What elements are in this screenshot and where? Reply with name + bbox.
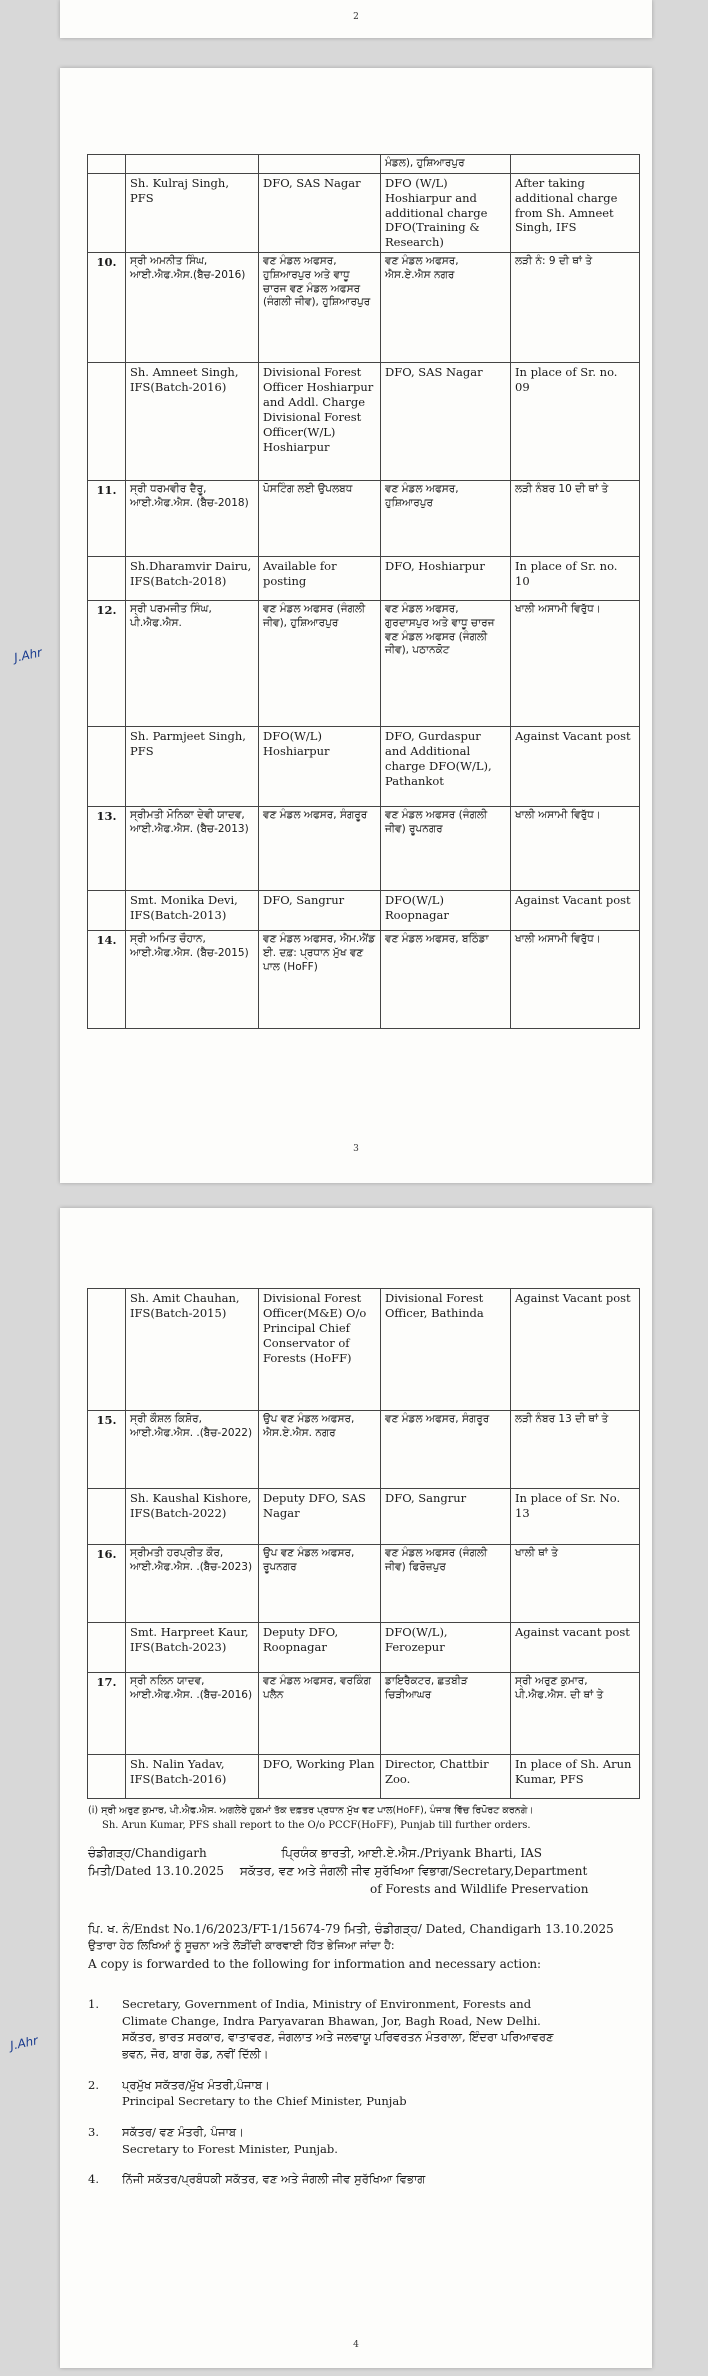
serial-number-cell: 16. <box>88 1545 126 1623</box>
signature-block <box>88 1844 632 1898</box>
table-cell: Against Vacant post <box>511 891 640 931</box>
table-cell: After taking additional charge from Sh. Amneet Singh, IFS <box>511 173 640 253</box>
table-row <box>88 1755 640 1799</box>
list-item-line: Secretary to Forest Minister, Punjab. <box>122 2141 338 2156</box>
list-item-line: ਭਵਨ, ਜੋਰ, ਬਾਗ ਰੋਡ, ਨਵੀਂ ਦਿੱਲੀ। <box>122 2047 269 2062</box>
serial-number-cell: 14. <box>88 931 126 1029</box>
table-cell: ਵਣ ਮੰਡਲ ਅਫਸਰ, ਵਰਕਿੰਗ ਪਲੈਨ <box>259 1673 381 1755</box>
table-cell: ਵਣ ਮੰਡਲ ਅਫਸਰ (ਜੰਗਲੀ ਜੀਵ) ਰੂਪਨਗਰ <box>381 807 511 891</box>
table-cell: ਵਣ ਮੰਡਲ ਅਫਸਰ, ਐਮ.ਐਂਡ ਈ. ਦਫ਼: ਪ੍ਰਧਾਨ ਮੁੱਖ ਵਣ ਪਾਲ (HoFF) <box>259 931 381 1029</box>
table-cell: ਸ੍ਰੀ ਅਮਨੀਤ ਸਿੰਘ, ਆਈ.ਐਫ.ਐਸ.(ਬੈਚ-2016) <box>126 253 259 363</box>
serial-number-cell <box>88 727 126 807</box>
table-cell: Smt. Harpreet Kaur, IFS(Batch-2023) <box>126 1623 259 1673</box>
table-cell: ਲੜੀ ਨੰਬਰ 13 ਦੀ ਥਾਂ ਤੇ <box>511 1411 640 1489</box>
table-row <box>88 931 640 1029</box>
signatory-designation-cont: of Forests and Wildlife Preservation <box>370 1882 589 1896</box>
table-cell: ਸ੍ਰੀਮਤੀ ਹਰਪ੍ਰੀਤ ਕੌਰ, ਆਈ.ਐਫ.ਐਸ. .(ਬੈਚ-2023) <box>126 1545 259 1623</box>
table-cell: ਉਪ ਵਣ ਮੰਡਲ ਅਫਸਰ, ਰੂਪਨਗਰ <box>259 1545 381 1623</box>
table-cell: DFO, Working Plan <box>259 1755 381 1799</box>
table-row <box>88 1289 640 1411</box>
serial-number-cell <box>88 1489 126 1545</box>
table-cell: ਖਾਲੀ ਅਸਾਮੀ ਵਿਰੁੱਧ। <box>511 601 640 727</box>
serial-number-cell: 15. <box>88 1411 126 1489</box>
table-row <box>88 1673 640 1755</box>
page-3 <box>12 68 652 1183</box>
table-cell: In place of Sr. no. 10 <box>511 557 640 601</box>
serial-number-cell <box>88 1289 126 1411</box>
table-cell: Divisional Forest Officer Hoshiarpur and Addl. Charge Divisional Forest Officer(W/L) Hoshiarpur <box>259 363 381 481</box>
table-row <box>88 807 640 891</box>
serial-number-cell <box>88 1623 126 1673</box>
table-cell: ਵਣ ਮੰਡਲ ਅਫਸਰ, ਹੁਸ਼ਿਆਰਪੁਰ ਅਤੇ ਵਾਧੂ ਚਾਰਜ ਵਣ ਮੰਡਲ ਅਫਸਰ (ਜੰਗਲੀ ਜੀਵ), ਹੁਸ਼ਿਆਰਪੁਰ <box>259 253 381 363</box>
signatory-name: ਪ੍ਰਿਯੰਕ ਭਾਰਤੀ, ਆਈ.ਏ.ਐਸ./Priyank Bharti, IAS <box>281 1846 542 1860</box>
table-cell: ਸ੍ਰੀ ਧਰਮਵੀਰ ਦੈਰੂ, ਆਈ.ਐਫ.ਐਸ. (ਬੈਚ-2018) <box>126 481 259 557</box>
table-cell: Sh. Kaushal Kishore, IFS(Batch-2022) <box>126 1489 259 1545</box>
page-2-fragment <box>60 0 652 38</box>
table-cell: Sh. Amneet Singh, IFS(Batch-2016) <box>126 363 259 481</box>
signature-date: ਮਿਤੀ/Dated 13.10.2025 <box>88 1864 224 1878</box>
table-cell: DFO (W/L) Hoshiarpur and additional charge DFO(Training & Research) <box>381 173 511 253</box>
serial-number-cell <box>88 173 126 253</box>
page-number-3: 3 <box>353 1144 359 1154</box>
list-item-line: ਨਿੱਜੀ ਸਕੱਤਰ/ਪ੍ਰਬੰਧਕੀ ਸਕੱਤਰ, ਵਣ ਅਤੇ ਜੰਗਲੀ ਜੀਵ ਸੁਰੱਖਿਆ ਵਿਭਾਗ <box>122 2172 426 2187</box>
table-cell <box>126 155 259 174</box>
table-row <box>88 727 640 807</box>
table-cell: Sh. Parmjeet Singh, PFS <box>126 727 259 807</box>
table-row <box>88 1623 640 1673</box>
table-cell: ਵਣ ਮੰਡਲ ਅਫਸਰ, ਹੁਸ਼ਿਆਰਪੁਰ <box>381 481 511 557</box>
table-cell: Available for posting <box>259 557 381 601</box>
table-cell: ਪੋਸਟਿੰਗ ਲਈ ਉਪਲਬਧ <box>259 481 381 557</box>
table-cell: DFO(W/L), Ferozepur <box>381 1623 511 1673</box>
handwritten-initials-2: J.Ahr <box>8 2033 40 2053</box>
endorsement-pa: ਉਤਾਰਾ ਹੇਠ ਲਿਖਿਆਂ ਨੂੰ ਸੂਚਨਾ ਅਤੇ ਲੋੜੀਂਦੀ ਕਾਰਵਾਈ ਹਿੱਤ ਭੇਜਿਆ ਜਾਂਦਾ ਹੈ: <box>88 1939 395 1952</box>
table-row <box>88 155 640 174</box>
table-cell: DFO(W/L) Roopnagar <box>381 891 511 931</box>
table-cell: ਵਣ ਮੰਡਲ ਅਫਸਰ, ਐਸ.ਏ.ਐਸ ਨਗਰ <box>381 253 511 363</box>
serial-number-cell <box>88 1755 126 1799</box>
transfer-table-page-3 <box>87 154 640 1029</box>
table-cell: ਲੜੀ ਨੰ: 9 ਦੀ ਥਾਂ ਤੇ <box>511 253 640 363</box>
signature-place: ਚੰਡੀਗੜ੍ਹ/Chandigarh <box>88 1846 207 1860</box>
table-cell: In place of Sr. No. 13 <box>511 1489 640 1545</box>
table-cell: Deputy DFO, Roopnagar <box>259 1623 381 1673</box>
table-cell: In place of Sh. Arun Kumar, PFS <box>511 1755 640 1799</box>
table-cell: ਲੜੀ ਨੰਬਰ 10 ਦੀ ਥਾਂ ਤੇ <box>511 481 640 557</box>
serial-number-cell: 17. <box>88 1673 126 1755</box>
serial-number-cell <box>88 891 126 931</box>
table-cell: Sh. Nalin Yadav, IFS(Batch-2016) <box>126 1755 259 1799</box>
serial-number-cell <box>88 363 126 481</box>
table-cell: ਵਣ ਮੰਡਲ ਅਫਸਰ (ਜੰਗਲੀ ਜੀਵ), ਹੁਸ਼ਿਆਰਪੁਰ <box>259 601 381 727</box>
serial-number-cell: 11. <box>88 481 126 557</box>
table-cell: Smt. Monika Devi, IFS(Batch-2013) <box>126 891 259 931</box>
page-number-2: 2 <box>353 12 359 22</box>
table-row <box>88 363 640 481</box>
table-cell: DFO, SAS Nagar <box>381 363 511 481</box>
distribution-list <box>88 1996 632 2202</box>
list-item-number: 3. <box>88 2125 99 2140</box>
table-row <box>88 557 640 601</box>
table-cell: ਵਣ ਮੰਡਲ ਅਫਸਰ, ਗੁਰਦਾਸਪੁਰ ਅਤੇ ਵਾਧੂ ਚਾਰਜ ਵਣ ਮੰਡਲ ਅਫਸਰ (ਜੰਗਲੀ ਜੀਵ), ਪਠਾਨਕੋਟ <box>381 601 511 727</box>
table-row <box>88 173 640 253</box>
serial-number-cell <box>88 155 126 174</box>
table-cell: Director, Chattbir Zoo. <box>381 1755 511 1799</box>
table-cell: DFO(W/L) Hoshiarpur <box>259 727 381 807</box>
table-cell: ਖਾਲੀ ਥਾਂ ਤੇ <box>511 1545 640 1623</box>
table-cell: ਸ੍ਰੀ ਕੌਸ਼ਲ ਕਿਸ਼ੋਰ, ਆਈ.ਐਫ.ਐਸ. .(ਬੈਚ-2022) <box>126 1411 259 1489</box>
table-cell: DFO, Gurdaspur and Additional charge DFO(W/L), Pathankot <box>381 727 511 807</box>
table-cell: Against Vacant post <box>511 1289 640 1411</box>
list-item <box>88 1996 632 2063</box>
table-row <box>88 891 640 931</box>
list-item-line: Secretary, Government of India, Ministry of Environment, Forests and <box>122 1997 532 2011</box>
table-cell: ਸ੍ਰੀਮਤੀ ਮੋਨਿਕਾ ਦੇਵੀ ਯਾਦਵ, ਆਈ.ਐਫ.ਐਸ. (ਬੈਚ-2013) <box>126 807 259 891</box>
serial-number-cell: 10. <box>88 253 126 363</box>
table-cell: ਵਣ ਮੰਡਲ ਅਫਸਰ, ਸੰਗਰੂਰ <box>381 1411 511 1489</box>
table-cell: Against vacant post <box>511 1623 640 1673</box>
footnote <box>88 1804 632 1833</box>
list-item-line: ਸਕੱਤਰ/ ਵਣ ਮੰਤਰੀ, ਪੰਜਾਬ। <box>122 2125 244 2140</box>
table-cell: ਖਾਲੀ ਅਸਾਮੀ ਵਿਰੁੱਧ। <box>511 807 640 891</box>
handwritten-initials: J.Ahr <box>12 645 44 665</box>
table-cell: ਡਾਇਰੈਕਟਰ, ਛਤਬੀੜ ਚਿੜੀਆਘਰ <box>381 1673 511 1755</box>
signatory-designation: ਸਕੱਤਰ, ਵਣ ਅਤੇ ਜੰਗਲੀ ਜੀਵ ਸੁਰੱਖਿਆ ਵਿਭਾਗ/Secretary,Department <box>239 1864 588 1878</box>
table-cell: ਵਣ ਮੰਡਲ ਅਫਸਰ, ਬਠਿੰਡਾ <box>381 931 511 1029</box>
table-cell: ਉਪ ਵਣ ਮੰਡਲ ਅਫਸਰ, ਐਸ.ਏ.ਐਸ. ਨਗਰ <box>259 1411 381 1489</box>
serial-number-cell: 13. <box>88 807 126 891</box>
list-item-line: ਸਕੱਤਰ, ਭਾਰਤ ਸਰਕਾਰ, ਵਾਤਾਵਰਣ, ਜੰਗਲਾਤ ਅਤੇ ਜਲਵਾਯੂ ਪਰਿਵਰਤਨ ਮੰਤਰਾਲਾ, ਇੰਦਰਾ ਪਰਿਆਵਰਣ <box>122 2030 554 2045</box>
list-item-line: Principal Secretary to the Chief Minister, Punjab <box>122 2094 407 2109</box>
table-cell: Sh.Dharamvir Dairu, IFS(Batch-2018) <box>126 557 259 601</box>
list-item-number: 4. <box>88 2172 99 2187</box>
list-item <box>88 2077 632 2110</box>
transfer-table-page-4 <box>87 1288 640 1799</box>
table-cell: DFO, Sangrur <box>381 1489 511 1545</box>
table-cell: ਸ੍ਰੀ ਨਲਿਨ ਯਾਦਵ, ਆਈ.ਐਫ.ਐਸ. .(ਬੈਚ-2016) <box>126 1673 259 1755</box>
serial-number-cell: 12. <box>88 601 126 727</box>
page-4 <box>8 1208 652 2368</box>
list-item-line: ਪ੍ਰਮੁੱਖ ਸਕੱਤਰ/ਮੁੱਖ ਮੰਤਰੀ,ਪੰਜਾਬ। <box>122 2077 270 2092</box>
list-item-number: 2. <box>88 2077 99 2092</box>
footnote-pa: (i) ਸ੍ਰੀ ਅਰੁਣ ਕੁਮਾਰ, ਪੀ.ਐਫ.ਐਸ. ਅਗਲੇਰੇ ਹੁਕਮਾਂ ਤੱਕ ਦਫ਼ਤਰ ਪ੍ਰਧਾਨ ਮੁੱਖ ਵਣ ਪਾਲ(HoFF), ਪੰਜਾਬ ਵਿੱਚ ਰਿਪੋਰਟ ਕਰਨਗੇ। <box>88 1805 534 1816</box>
table-cell: DFO, SAS Nagar <box>259 173 381 253</box>
endorsement-en: A copy is forwarded to the following for information and necessary action: <box>88 1956 542 1971</box>
table-cell: ਵਣ ਮੰਡਲ ਅਫਸਰ, ਸੰਗਰੂਰ <box>259 807 381 891</box>
page-number-4: 4 <box>353 2340 359 2350</box>
table-cell: Divisional Forest Officer, Bathinda <box>381 1289 511 1411</box>
table-cell: Sh. Amit Chauhan, IFS(Batch-2015) <box>126 1289 259 1411</box>
table-row <box>88 1545 640 1623</box>
table-cell: ਮੰਡਲ), ਹੁਸ਼ਿਆਰਪੁਰ <box>381 155 511 174</box>
list-item-line: Climate Change, Indra Paryavaran Bhawan, Jor, Bagh Road, New Delhi. <box>122 2013 541 2028</box>
table-cell: ਸ੍ਰੀ ਅਰੁਣ ਕੁਮਾਰ, ਪੀ.ਐਫ.ਐਸ. ਦੀ ਥਾਂ ਤੇ <box>511 1673 640 1755</box>
table-row <box>88 1411 640 1489</box>
table-cell: ਵਣ ਮੰਡਲ ਅਫਸਰ (ਜੰਗਲੀ ਜੀਵ) ਫਿਰੋਜ਼ਪੁਰ <box>381 1545 511 1623</box>
list-item-number: 1. <box>88 1997 99 2011</box>
endorsement-number: ਪਿ. ਖ. ਨੰ/Endst No.1/6/2023/FT-1/15674-79 ਮਿਤੀ, ਚੰਡੀਗੜ੍ਹ/ Dated, Chandigarh 13.10.2025 <box>88 1922 614 1936</box>
footnote-en: Sh. Arun Kumar, PFS shall report to the O/o PCCF(HoFF), Punjab till further orders. <box>102 1820 531 1832</box>
table-cell: ਖਾਲੀ ਅਸਾਮੀ ਵਿਰੁੱਧ। <box>511 931 640 1029</box>
table-row <box>88 1489 640 1545</box>
table-cell: ਸ੍ਰੀ ਅਮਿਤ ਚੌਹਾਨ, ਆਈ.ਐਫ.ਐਸ. (ਬੈਚ-2015) <box>126 931 259 1029</box>
serial-number-cell <box>88 557 126 601</box>
list-item <box>88 2124 632 2157</box>
table-row <box>88 481 640 557</box>
table-cell: In place of Sr. no. 09 <box>511 363 640 481</box>
endorsement-block <box>88 1920 632 1973</box>
table-cell <box>259 155 381 174</box>
table-cell: Deputy DFO, SAS Nagar <box>259 1489 381 1545</box>
table-row <box>88 601 640 727</box>
table-cell: Against Vacant post <box>511 727 640 807</box>
table-cell: Divisional Forest Officer(M&E) O/o Principal Chief Conservator of Forests (HoFF) <box>259 1289 381 1411</box>
table-cell: DFO, Sangrur <box>259 891 381 931</box>
table-cell: DFO, Hoshiarpur <box>381 557 511 601</box>
list-item <box>88 2171 632 2188</box>
table-cell <box>511 155 640 174</box>
table-row <box>88 253 640 363</box>
table-cell: Sh. Kulraj Singh, PFS <box>126 173 259 253</box>
table-cell: ਸ੍ਰੀ ਪਰਮਜੀਤ ਸਿੰਘ, ਪੀ.ਐਫ.ਐਸ. <box>126 601 259 727</box>
